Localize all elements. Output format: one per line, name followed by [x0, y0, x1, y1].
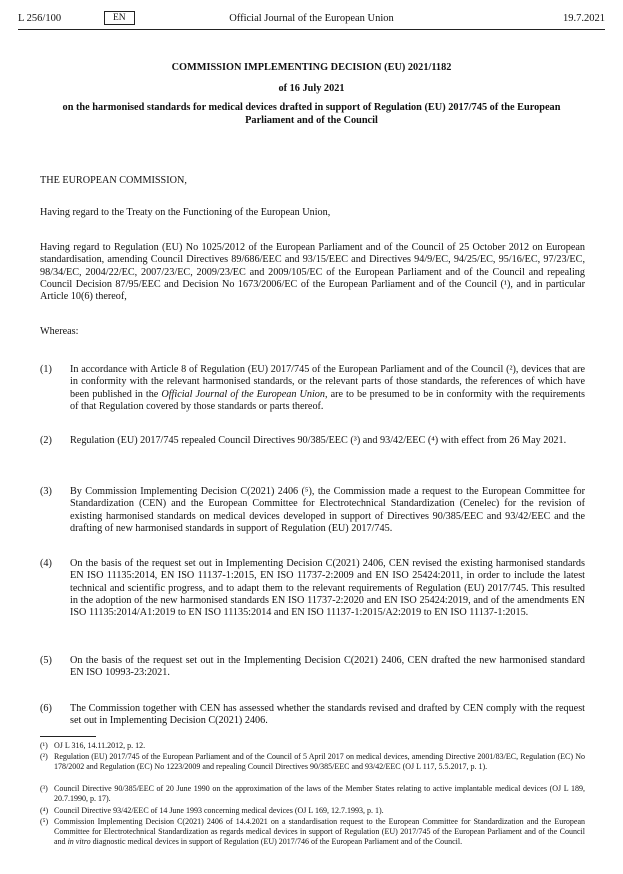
- regulation-paragraph: Having regard to Regulation (EU) No 1025/2012 of the European Parliament and of the Council of 25 October 2012 on European standardisation, amending Council Directives 89/686/EEC and 93/15/EEC and Directives 94/9/EC, 94/25/EC, 95/16/EC, 97/23/EC, 98/34/EC, 2004/22/EC, 2007/23/EC, 2009/23/EC and 2009/105/EC of the European Parliament and of the Council and repealing Council Decision 87/95/EEC and Decision No 1673/2006/EC of the European Parliament and of the Council (¹), and in particular Article 10(6) thereof,: [40, 242, 585, 303]
- commission-line: THE EUROPEAN COMMISSION,: [40, 175, 187, 186]
- footnote-number: (²): [40, 752, 48, 761]
- recital-number: (1): [40, 364, 52, 375]
- recital-number: (2): [40, 435, 52, 446]
- footnote-text: OJ L 316, 14.11.2012, p. 12.: [54, 741, 146, 750]
- publication-date: 19.7.2021: [563, 13, 605, 24]
- recital-text: On the basis of the request set out in the Implementing Decision C(2021) 2406, CEN drafted the new harmonised standard EN ISO 10993-23:2021.: [70, 655, 585, 679]
- recital-text: Regulation (EU) 2017/745 repealed Council Directives 90/385/EEC (³) and 93/42/EEC (⁴) with effect from 26 May 2021.: [70, 435, 567, 446]
- decision-subject: on the harmonised standards for medical devices drafted in support of Regulation (EU) 2017/745 of the European Parliament and of the Council: [62, 102, 561, 126]
- footnote-text: Council Directive 90/385/EEC of 20 June 1990 on the approximation of the laws of the Member States relating to active implantable medical devices (OJ L 189, 20.7.1990, p. 17).: [54, 784, 585, 803]
- footnote-divider: [40, 736, 96, 737]
- recital-number: (4): [40, 558, 52, 569]
- page-reference: L 256/100: [18, 13, 62, 24]
- recital-text: In accordance with Article 8 of Regulation (EU) 2017/745 of the European Parliament and of the Council (²), devices that are in conformity with the relevant harmonised standards, or the relevant parts of those standards, the references of which have been published in the Official Journal of the European Union, are to be presumed to be in conformity with the requirements of that Regulation covered by those standards or parts thereof.: [70, 364, 585, 412]
- language-badge: EN: [104, 11, 135, 25]
- header-divider: [18, 29, 605, 30]
- treaty-paragraph: Having regard to the Treaty on the Functioning of the European Union,: [40, 207, 331, 218]
- footnote-number: (³): [40, 784, 48, 793]
- recital-text: On the basis of the request set out in Implementing Decision C(2021) 2406, CEN revised the existing harmonised standards EN ISO 11135:2014, EN ISO 11137-1:2015, EN ISO 11737-2:2009 and EN ISO 25424:2011, in order to include the latest technical and scientific progress, and to adapt them to the relevant requirements of Regulation (EU) 2017/745. This resulted in the adoption of the new harmonised standards EN ISO 11737-2:2020 and EN ISO 25424:2019, and of the amendments EN ISO 11135:2014/A1:2019 to EN ISO 11135:2014 and EN ISO 11137-1:2015/A2:2019 to EN ISO 11137-1:2015.: [70, 558, 585, 619]
- recital-text: The Commission together with CEN has assessed whether the standards revised and drafted by CEN comply with the request set out in Implementing Decision C(2021) 2406.: [70, 703, 585, 727]
- recital-number: (6): [40, 703, 52, 714]
- recital-text: By Commission Implementing Decision C(2021) 2406 (⁵), the Commission made a request to the European Committee for Standardization (CEN) and the European Committee for Electrotechnical Standardization (Cenelec) for the revision of existing harmonised standards on medical devices developed in support of Directives 90/385/EEC and 93/42/EEC and the drafting of new harmonised standards in support of Regulation (EU) 2017/745.: [70, 486, 585, 534]
- footnote-text: Council Directive 93/42/EEC of 14 June 1993 concerning medical devices (OJ L 169, 12.7.1993, p. 1).: [54, 806, 384, 815]
- decision-date: of 16 July 2021: [278, 83, 345, 94]
- whereas-line: Whereas:: [40, 326, 79, 337]
- decision-title: COMMISSION IMPLEMENTING DECISION (EU) 2021/1182: [171, 62, 452, 73]
- recital-number: (5): [40, 655, 52, 666]
- journal-title: Official Journal of the European Union: [229, 13, 394, 24]
- footnote-number: (⁴): [40, 806, 49, 815]
- footnote-number: (¹): [40, 741, 48, 750]
- footnote-number: (⁵): [40, 817, 49, 826]
- page-header: [18, 10, 605, 26]
- footnote-text: Commission Implementing Decision C(2021) 2406 of 14.4.2021 on a standardisation request to the European Committee for Standardization and the European Committee for Electrotechnical Standardization as regards medical devices in support of Regulation (EU) 2017/745 of the European Parliament and of the Council and in vitro diagnostic medical devices in support of Regulation (EU) 2017/746 of the European Parliament and of the Council.: [54, 817, 585, 846]
- recital-number: (3): [40, 486, 52, 497]
- footnote-text: Regulation (EU) 2017/745 of the European Parliament and of the Council of 5 April 2017 on medical devices, amending Directive 2001/83/EC, Regulation (EC) No 178/2002 and Regulation (EC) No 1223/2009 and repealing Council Directives 90/385/EEC and 93/42/EEC (OJ L 117, 5.5.2017, p. 1).: [54, 752, 585, 771]
